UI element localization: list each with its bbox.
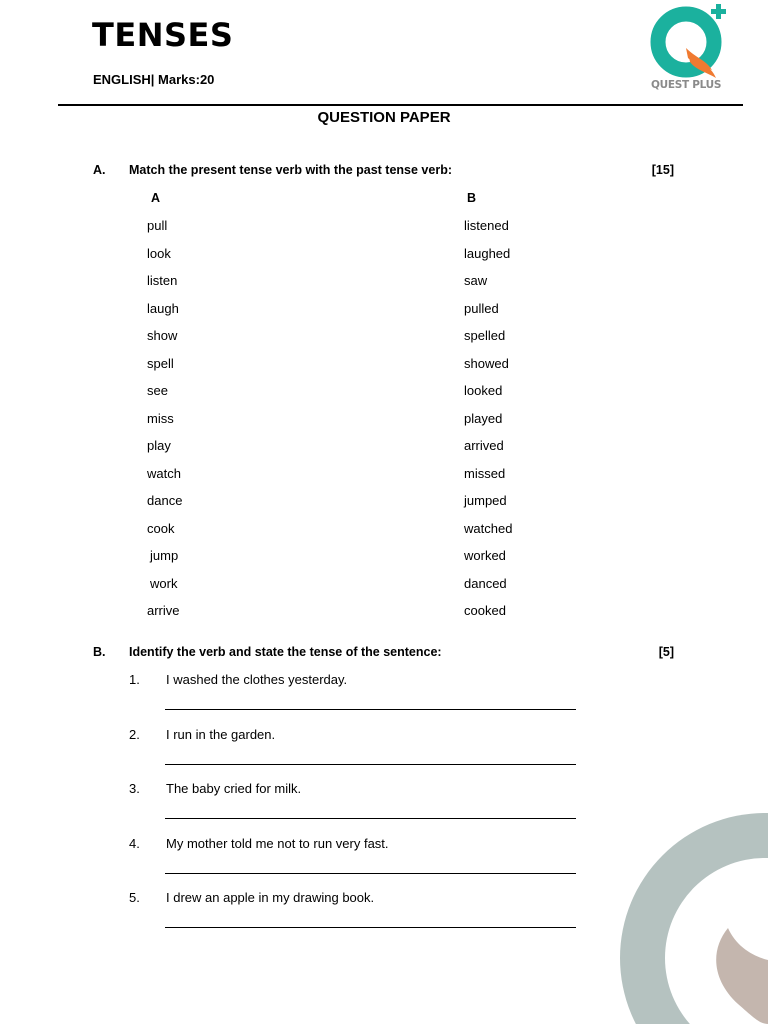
- answer-line[interactable]: [165, 764, 576, 765]
- question-number: 3.: [129, 781, 140, 796]
- column-a-list: [147, 218, 182, 631]
- column-a-item: pull: [147, 218, 168, 233]
- answer-line[interactable]: [165, 873, 576, 874]
- column-a-item: cook: [147, 520, 175, 536]
- column-b-list: [464, 218, 512, 631]
- section-a-letter: A.: [93, 163, 106, 177]
- column-a-item: arrive: [147, 603, 180, 618]
- column-b-item: jumped: [464, 493, 507, 508]
- column-b-item: pulled: [464, 300, 499, 316]
- column-a-item: dance: [147, 493, 183, 508]
- column-b-item: cooked: [464, 603, 506, 618]
- column-a-item: listen: [147, 273, 178, 288]
- answer-line[interactable]: [165, 927, 576, 928]
- column-b-item: showed: [464, 355, 509, 371]
- column-a-item: see: [147, 383, 168, 398]
- column-a-item: spell: [147, 355, 174, 371]
- column-a-item: jump: [150, 548, 179, 563]
- column-a-item: look: [147, 245, 171, 261]
- column-b-item: listened: [464, 218, 509, 233]
- column-b-item: played: [464, 410, 503, 426]
- logo-text: QUEST PLUS: [651, 79, 722, 91]
- column-b-item: spelled: [464, 328, 506, 343]
- question-text: I washed the clothes yesterday.: [166, 672, 348, 687]
- question-text: I run in the garden.: [166, 726, 276, 742]
- answer-line[interactable]: [165, 818, 576, 819]
- section-a-question: Match the present tense verb with the past tense verb:: [129, 163, 452, 177]
- section-a-marks: [15]: [651, 163, 674, 177]
- column-b-item: looked: [464, 383, 503, 398]
- question-item: [0, 890, 768, 945]
- page-title: TENSES: [92, 16, 234, 54]
- column-b-item: danced: [464, 575, 507, 591]
- column-a-item: miss: [147, 410, 174, 426]
- question-item: [0, 672, 768, 727]
- header-divider: [58, 104, 743, 106]
- column-b-item: saw: [464, 273, 488, 288]
- question-number: 5.: [129, 890, 140, 905]
- column-b-item: watched: [464, 520, 513, 536]
- question-text: I drew an apple in my drawing book.: [166, 890, 375, 905]
- column-a-header: A: [151, 191, 161, 205]
- question-number: 4.: [129, 835, 140, 851]
- question-number: 1.: [129, 672, 140, 687]
- question-item: [0, 836, 768, 891]
- section-b-marks: [5]: [658, 645, 674, 659]
- column-a-item: watch: [147, 465, 181, 481]
- paper-title: QUESTION PAPER: [317, 109, 451, 126]
- subject-marks-line: ENGLISH| Marks:20: [93, 72, 215, 87]
- section-b-questions: [0, 672, 768, 945]
- column-a-item: work: [150, 575, 178, 591]
- column-a-item: play: [147, 438, 171, 453]
- section-b-letter: B.: [93, 645, 106, 659]
- column-b-item: arrived: [464, 438, 504, 453]
- question-text: The baby cried for milk.: [166, 781, 302, 796]
- question-item: [0, 727, 768, 782]
- column-a-item: show: [147, 328, 178, 343]
- column-b-item: worked: [464, 548, 506, 563]
- answer-line[interactable]: [165, 709, 576, 710]
- question-number: 2.: [129, 726, 140, 742]
- column-b-header: B: [467, 191, 477, 205]
- column-a-item: laugh: [147, 300, 179, 316]
- column-b-item: laughed: [464, 245, 511, 261]
- column-b-item: missed: [464, 465, 506, 481]
- question-text: My mother told me not to run very fast.: [166, 835, 389, 851]
- section-b-question: Identify the verb and state the tense of the sentence:: [129, 645, 442, 659]
- question-item: [0, 781, 768, 836]
